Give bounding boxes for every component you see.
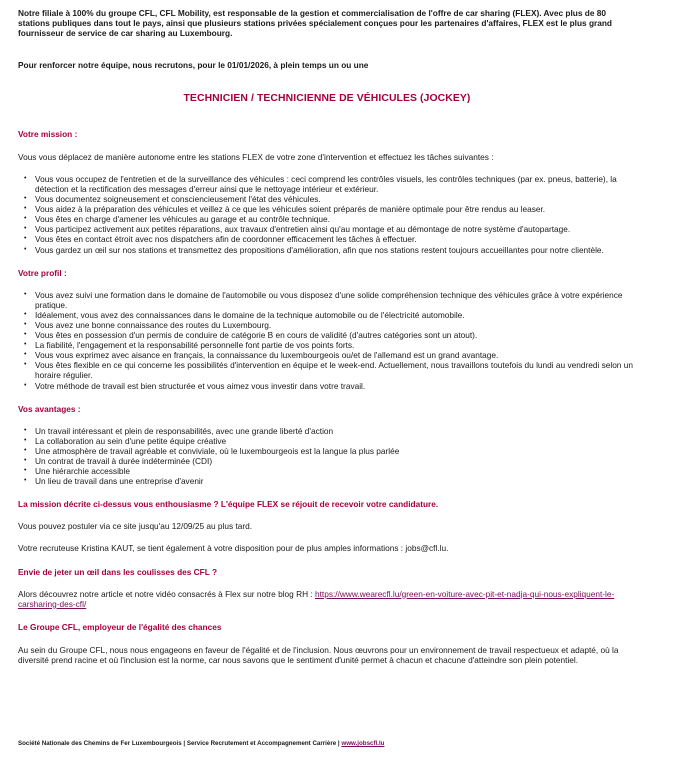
footer xyxy=(18,740,384,747)
list-item: • Votre méthode de travail est bien structurée et vous aimez vous investir dans votre travail. xyxy=(35,381,636,391)
mission-heading: Votre mission : xyxy=(18,128,78,139)
list-item: • Vous êtes en contact étroit avec nos dispatchers afin de coordonner efficacement les tâches à effectuer. xyxy=(35,234,636,244)
blog-link[interactable]: https://www.wearecfl.lu/green-en-voiture-avec-pit-et-nadja-qui-nous-expliquent-le-carsharing-des-cfl/ xyxy=(18,588,615,609)
profile-list xyxy=(18,290,636,391)
list-item: • Vous participez activement aux petites réparations, aux travaux d'entretien ainsi qu'au montage et au démontage de notre système d'autopartage. xyxy=(35,224,636,234)
intro-paragraph: Notre filiale à 100% du groupe CFL, CFL Mobility, est responsable de la gestion et commercialisation de l'offre de car sharing (FLEX). Avec plus de 80 stations publiques dans tout le pays, ainsi que plusieurs stations privées spécialement conçues pour les partenaires d'affaires, FLEX est le plus grand fournisseur de service de car sharing au Luxembourg. xyxy=(18,8,612,38)
recruit-line: Pour renforcer notre équipe, nous recrutons, pour le 01/01/2026, à plein temps un ou une xyxy=(18,59,369,70)
list-item: • La fiabilité, l'engagement et la responsabilité personnelle font partie de vos points forts. xyxy=(35,340,636,350)
list-item: • Vous êtes flexible en ce qui concerne les possibilités d'intervention en équipe et le week-end. Actuellement, nous travaillons toutefois du lundi au vendredi selon un horaire régulier. xyxy=(35,360,636,380)
list-item: • Vous documentez soigneusement et consciencieusement l'état des véhicules. xyxy=(35,194,636,204)
list-item: • Un lieu de travail dans une entreprise d'avenir xyxy=(35,476,636,486)
list-item: • Vous vous occupez de l'entretien et de la surveillance des véhicules : ceci comprend les contrôles visuels, les contrôles techniques (par ex. pneus, batterie), la détection et la rectification des messages d'erreur ainsi que le nettoyage intérieur et extérieur. xyxy=(35,174,636,194)
list-item: • Un contrat de travail à durée indéterminée (CDI) xyxy=(35,456,636,466)
list-item: • Un travail intéressant et plein de responsabilités, avec une grande liberté d'action xyxy=(35,426,636,436)
footer-text: Société Nationale des Chemins de Fer Luxembourgeois | Service Recrutement et Accompagnement Carrière | xyxy=(18,740,342,747)
list-item: • Vous êtes en possession d'un permis de conduire de catégorie B en cours de validité (d'autres catégories sont un atout). xyxy=(35,330,636,340)
job-posting xyxy=(18,9,636,665)
list-item: • La collaboration au sein d'une petite équipe créative xyxy=(35,436,636,446)
footer-link[interactable]: www.jobscfl.lu xyxy=(341,740,385,747)
blog-text: Alors découvrez notre article et notre vidéo consacrés à Flex sur notre blog RH : xyxy=(18,588,315,599)
apply-deadline: Vous pouvez postuler via ce site jusqu'au 12/09/25 au plus tard. xyxy=(18,521,253,532)
list-item: • Une atmosphère de travail agréable et conviviale, où le luxembourgeois est la langue la plus parlée xyxy=(35,446,636,456)
equality-heading: Le Groupe CFL, employeur de l'égalité des chances xyxy=(18,621,222,632)
list-item: • Vous aidez à la préparation des véhicules et veillez à ce que les véhicules soient préparés de manière optimale pour être rendus au leaser. xyxy=(35,204,636,214)
equality-text: Au sein du Groupe CFL, nous nous engageons en faveur de l'égalité et de l'inclusion. Nous œuvrons pour un environnement de travail respectueux et adapté, où la diversité prend racine et où l'inclusion est la norme, car nous savons que le sentiment d'unité permet à chacun et chacune d'atteindre son plein potentiel. xyxy=(18,644,619,666)
mission-intro: Vous vous déplacez de manière autonome entre les stations FLEX de votre zone d'intervention et effectuez les tâches suivantes : xyxy=(18,151,494,162)
list-item: • Vous avez suivi une formation dans le domaine de l'automobile ou vous disposez d'une solide compréhension technique des véhicules grâce à votre expérience pratique. xyxy=(35,290,636,310)
list-item: • Une hiérarchie accessible xyxy=(35,466,636,476)
list-item: • Vous avez une bonne connaissance des routes du Luxembourg. xyxy=(35,320,636,330)
mission-list xyxy=(18,174,636,255)
list-item: • Idéalement, vous avez des connaissances dans le domaine de la technique automobile ou de l'électricité automobile. xyxy=(35,310,636,320)
apply-heading: La mission décrite ci-dessus vous enthousiasme ? L'équipe FLEX se réjouit de recevoir votre candidature. xyxy=(18,499,439,510)
recruiter-contact: Votre recruteuse Kristina KAUT, se tient également à votre disposition pour de plus amples informations : jobs@cfl.lu. xyxy=(18,543,449,554)
list-item: • Vous gardez un œil sur nos stations et transmettez des propositions d'amélioration, afin que nos stations restent toujours accueillantes pour notre clientèle. xyxy=(35,245,636,255)
profile-heading: Votre profil : xyxy=(18,267,67,278)
advantages-heading: Vos avantages : xyxy=(18,403,81,414)
blog-heading: Envie de jeter un œil dans les coulisses des CFL ? xyxy=(18,566,218,577)
list-item: • Vous êtes en charge d'amener les véhicules au garage et au contrôle technique. xyxy=(35,214,636,224)
advantages-list xyxy=(18,426,636,487)
blog-paragraph xyxy=(18,589,636,609)
list-item: • Vous vous exprimez avec aisance en français, la connaissance du luxembourgeois ou/et de l'allemand est un grand avantage. xyxy=(35,350,636,360)
job-title: TECHNICIEN / TECHNICIENNE DE VÉHICULES (JOCKEY) xyxy=(183,92,471,104)
